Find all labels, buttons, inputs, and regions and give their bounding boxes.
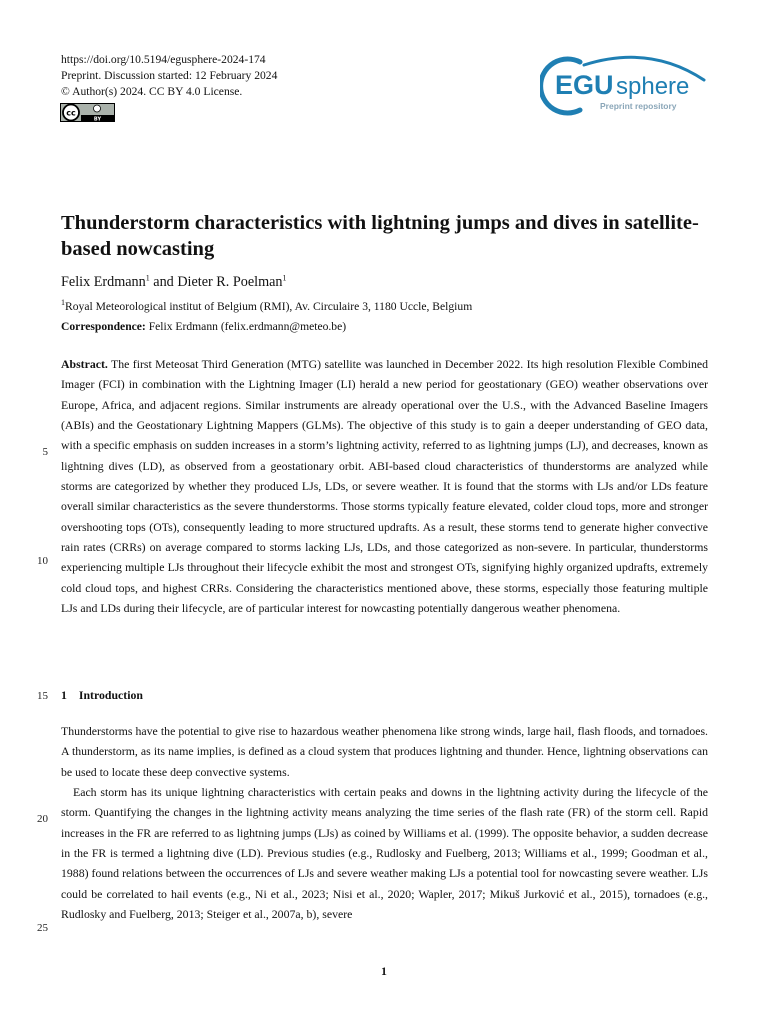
author-list <box>61 274 287 291</box>
body-paragraph: Each storm has its unique lightning characteristics with certain peaks and downs in the lightning activity during the lifecycle of the storm. Quantifying the changes in the lightning activity means analyzing the time series of the flash rate (FR) of the storm cell. Rapid increases in the FR are referred to as lightning jumps (LJs) as coined by Williams et al. (1999). The opposite behavior, a sudden decrease in the FR is termed a lightning dive (LD). Previous studies (e.g., Rudlosky and Fuelberg, 2013; Williams et al., 1999; Goodman et al., 1988) found relations between the occurrences of LJs and severe weather making LJs a potential tool for nowcasting severe weather. LJs could be correlated to hail events (e.g., Ni et al., 2023; Nisi et al., 2020; Wapler, 2017; Mikuš Jurković et al., 2015), tornadoes (e.g., Rudlosky and Fuelberg, 2013; Steiger et al., 2007a, b), severe <box>61 785 708 922</box>
author-conjunction: and <box>149 274 178 290</box>
page-number: 1 <box>381 964 387 978</box>
egusphere-logo[interactable] <box>540 52 710 116</box>
section-title: Introduction <box>78 688 143 702</box>
body-paragraph: Thunderstorms have the potential to give rise to hazardous weather phenomena like strong winds, large hail, flash floods, and tornadoes. A thunderstorm, as its name implies, is defined as a cloud system that produces lightning and thunder. Hence, lightning observations can be used to locate these deep convective systems. <box>61 724 708 779</box>
abstract <box>61 354 708 618</box>
section-body <box>61 721 708 924</box>
correspondence-text[interactable]: Felix Erdmann (felix.erdmann@meteo.be) <box>145 320 347 333</box>
correspondence <box>61 320 346 333</box>
paper-title: Thunderstorm characteristics with lightning jumps and dives in satellite-based nowcasting <box>61 212 699 260</box>
cc-badge-text: cc <box>66 108 76 118</box>
doi-link[interactable]: https://doi.org/10.5194/egusphere-2024-174 <box>61 53 266 66</box>
abstract-label: Abstract. <box>61 357 108 371</box>
affiliation-text: Royal Meteorological institut of Belgium (RMI), Av. Circulaire 3, 1180 Uccle, Belgium <box>65 300 473 313</box>
author-name: Felix Erdmann <box>61 274 146 290</box>
copyright-line: © Author(s) 2024. CC BY 4.0 License. <box>61 85 243 98</box>
affiliation-marker: 1 <box>61 298 65 308</box>
line-number: 15 <box>37 690 48 702</box>
affiliation-marker: 1 <box>145 273 150 283</box>
logo-sphere-text: sphere <box>616 73 690 100</box>
logo-egu-text: EGU <box>555 70 614 100</box>
line-number: 20 <box>37 813 48 825</box>
affiliation-marker: 1 <box>282 273 287 283</box>
section-number: 1 <box>61 688 67 702</box>
preprint-note: Preprint. Discussion started: 12 February 2024 <box>61 69 278 82</box>
by-badge-text: BY <box>93 116 102 122</box>
author-name: Dieter R. Poelman <box>177 274 283 290</box>
abstract-text: The first Meteosat Third Generation (MTG) satellite was launched in December 2022. Its high resolution Flexible Combined Imager (FCI) in combination with the Lightning Imager (LI) herald a new period for geostationary (GEO) weather observations over Europe, Africa, and adjacent regions. Similar instruments are already operational over the U.S., with the Advanced Baseline Imagers (ABIs) and the Geostationary Lightning Mappers (GLMs). The objective of this study is to gain a deeper understanding of GEO data, with a specific emphasis on sudden increases in a storm’s lightning activity, referred to as lightning jumps (LJ), and decreases, known as lightning dives (LD), as observed from a geostationary orbit. ABI-based cloud characteristics of thunderstorms are analyzed while storms are categorized by whether they produced LJs, LDs, or severe weather. It is found that the storms with LJs and/or LDs feature overall similar characteristics as the severe thunderstorms. Those storms typically feature elevated, colder cloud tops, more and stronger overshooting tops (OTs), consequently leading to more structured updrafts. As a result, these storms tend to generate higher convective rain rates (CRRs) on average compared to storms lacking LJs, LDs, and those categorized as non-severe. In particular, thunderstorms experiencing multiple LJs throughout their lifecycle exhibit the most and strongest OTs, signifying highly organized updrafts, extremely cold cloud tops, and highest CRRs. Considering the characteristics mentioned above, these storms, especially those featuring multiple LJs and LDs during their lifecycle, are of particular interest for nowcasting potentially dangerous weather phenomena. <box>61 357 708 616</box>
cc-by-icon[interactable] <box>60 103 115 122</box>
line-number: 10 <box>37 555 48 567</box>
correspondence-label: Correspondence: <box>61 320 146 333</box>
section-heading <box>61 688 143 703</box>
line-number: 5 <box>42 446 48 458</box>
logo-tagline: Preprint repository <box>600 101 677 111</box>
affiliation <box>61 300 472 313</box>
line-number: 25 <box>37 922 48 934</box>
